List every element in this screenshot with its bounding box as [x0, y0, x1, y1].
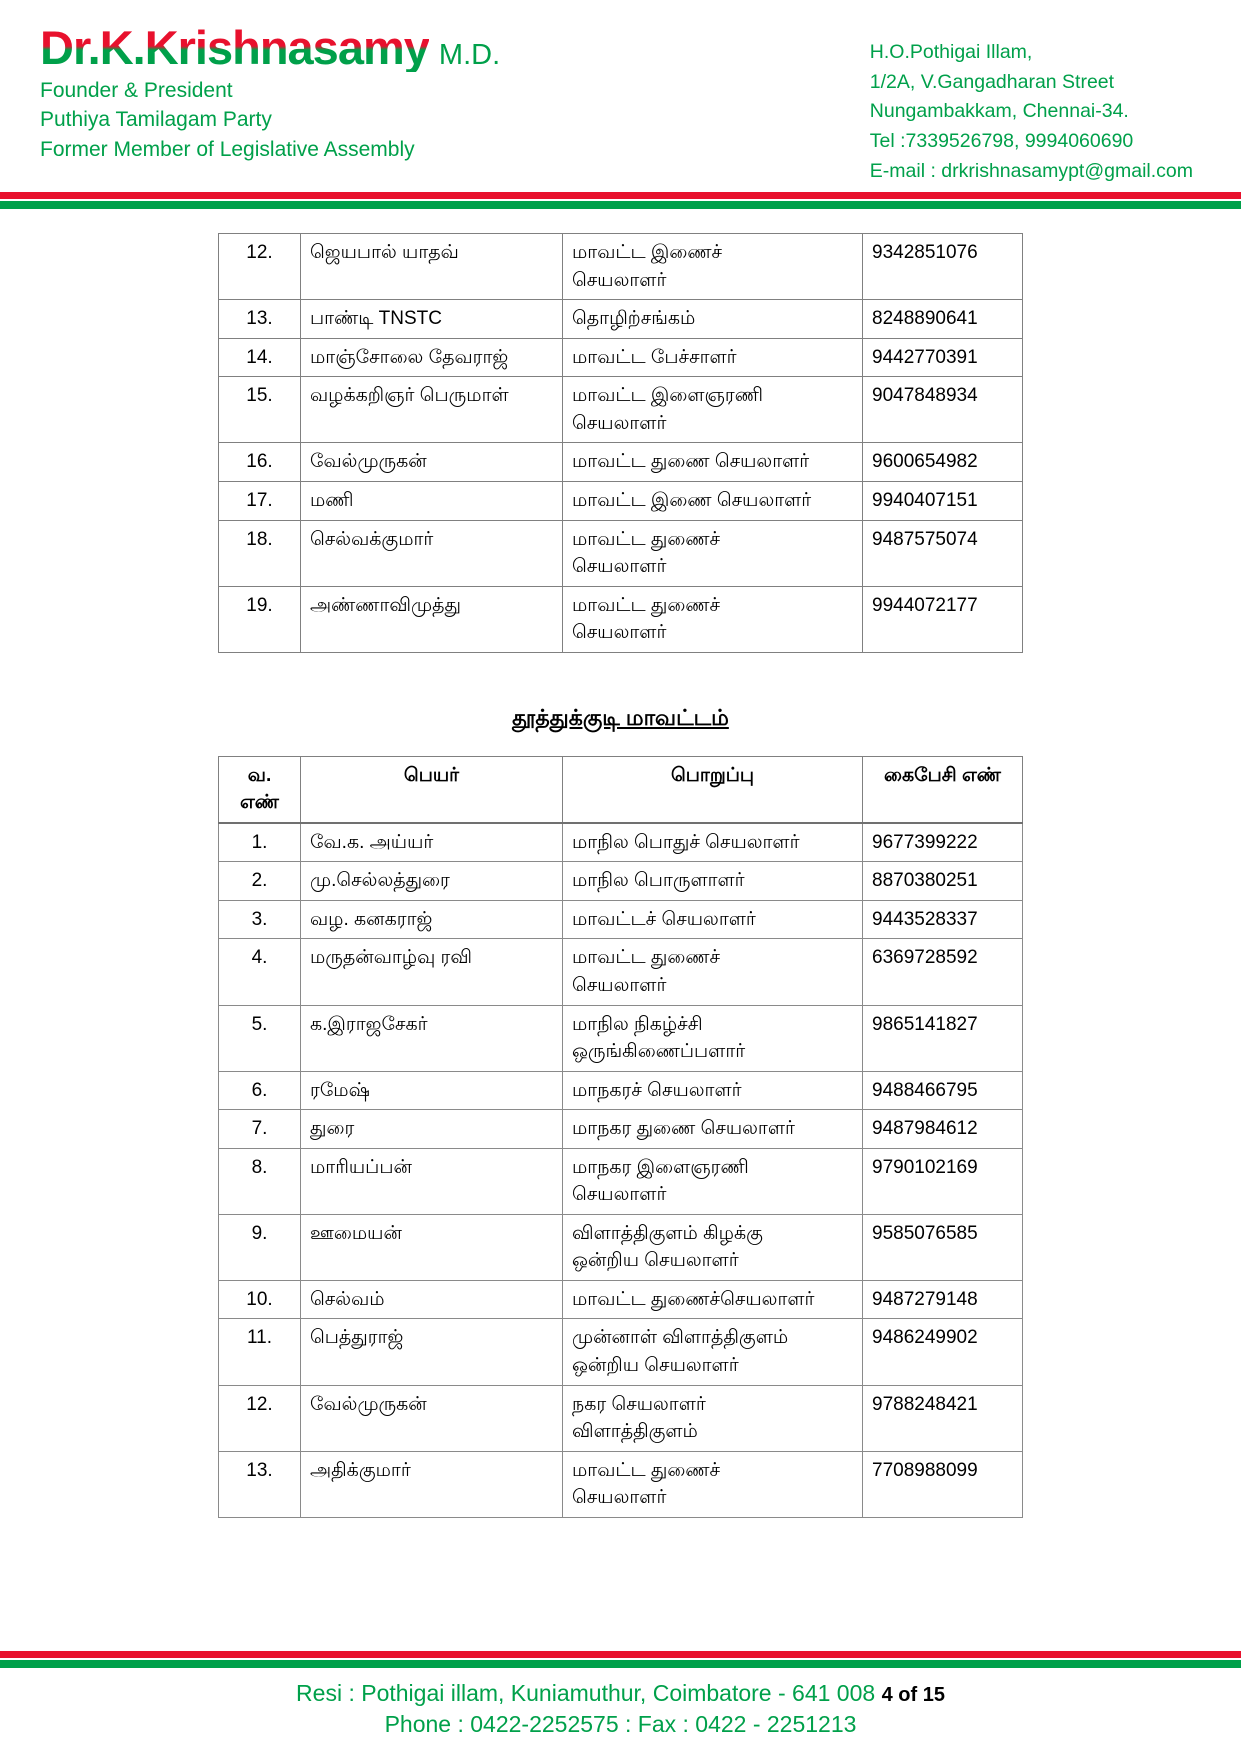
cell-phone: 9047848934 [863, 377, 1023, 443]
table-row [219, 1071, 1023, 1110]
table-row [219, 862, 1023, 901]
table-row [219, 1214, 1023, 1280]
cell-phone: 9940407151 [863, 481, 1023, 520]
cell-role-line: மாவட்ட துணைச் [572, 528, 721, 550]
cell-name: மருதன்வாழ்வு ரவி [301, 939, 563, 1005]
cell-name: வழக்கறிஞர் பெருமாள் [301, 377, 563, 443]
cell-role-line: செயலாளர் [572, 974, 667, 996]
cell-role [563, 300, 863, 339]
address-telephone: Tel :7339526798, 9994060690 [869, 129, 1134, 152]
cell-role [563, 443, 863, 482]
cell-serial: 8. [219, 1148, 301, 1214]
title-former-mla: Former Member of Legislative Assembly [40, 137, 415, 161]
directory-table-thoothukudi [218, 756, 1023, 1518]
cell-role-line: மாவட்ட பேச்சாளர் [572, 346, 737, 368]
cell-name: ரமேஷ் [301, 1071, 563, 1110]
cell-role-line: செயலாளர் [572, 556, 667, 578]
cell-serial: 9. [219, 1214, 301, 1280]
cell-serial: 15. [219, 377, 301, 443]
cell-phone: 9788248421 [863, 1385, 1023, 1451]
cell-phone: 9585076585 [863, 1214, 1023, 1280]
cell-role [563, 338, 863, 377]
cell-phone: 9486249902 [863, 1319, 1023, 1385]
cell-role-line: செயலாளர் [572, 412, 667, 434]
table-row [219, 939, 1023, 1005]
cell-serial: 17. [219, 481, 301, 520]
cell-name: வேல்முருகன் [301, 1385, 563, 1451]
cell-serial: 3. [219, 900, 301, 939]
cell-name: வழ. கனகராஜ் [301, 900, 563, 939]
table-row [219, 520, 1023, 586]
table-row [219, 586, 1023, 652]
cell-name: துரை [301, 1110, 563, 1149]
cell-role-line: மாநில நிகழ்ச்சி [572, 1013, 703, 1035]
cell-name: வே.க. அய்யர் [301, 823, 563, 862]
cell-role-line: மாவட்ட இணைச் [572, 242, 723, 264]
cell-role [563, 1110, 863, 1149]
cell-serial: 19. [219, 586, 301, 652]
table-row [219, 1005, 1023, 1071]
doctor-degree: M.D. [438, 39, 501, 71]
cell-phone: 9944072177 [863, 586, 1023, 652]
cell-phone: 8870380251 [863, 862, 1023, 901]
cell-serial: 11. [219, 1319, 301, 1385]
cell-name: மாரியப்பன் [301, 1148, 563, 1214]
cell-role-line: மாவட்ட துணைச்செயலாளர் [572, 1288, 815, 1310]
header-rule-red [0, 192, 1241, 199]
cell-role [563, 586, 863, 652]
table-row [219, 481, 1023, 520]
cell-serial: 7. [219, 1110, 301, 1149]
footer-phone-line: Phone : 0422-2252575 : Fax : 0422 - 2251213 [384, 1711, 857, 1738]
cell-role [563, 1280, 863, 1319]
cell-name: செல்வம் [301, 1280, 563, 1319]
cell-role-line: தொழிற்சங்கம் [572, 308, 696, 330]
address-email: E-mail : drkrishnasamypt@gmail.com [869, 159, 1193, 182]
cell-name: அண்ணாவிமுத்து [301, 586, 563, 652]
table-row [219, 1110, 1023, 1149]
cell-name: வேல்முருகன் [301, 443, 563, 482]
cell-name: அதிக்குமார் [301, 1451, 563, 1517]
cell-role [563, 1148, 863, 1214]
cell-serial: 12. [219, 234, 301, 300]
spacer-after-table-one [40, 653, 1201, 705]
letterhead-left [40, 21, 501, 164]
cell-phone: 9442770391 [863, 338, 1023, 377]
cell-role-line: செயலாளர் [572, 269, 667, 291]
cell-role-line: மாநில பொருளாளர் [572, 870, 745, 892]
cell-role-line: மாவட்ட துணை செயலாளர் [572, 451, 810, 473]
cell-name: மணி [301, 481, 563, 520]
cell-serial: 1. [219, 823, 301, 862]
cell-role [563, 1319, 863, 1385]
cell-serial: 13. [219, 1451, 301, 1517]
table-row [219, 300, 1023, 339]
cell-serial: 10. [219, 1280, 301, 1319]
cell-role-line: விளாத்திகுளம் கிழக்கு [572, 1222, 763, 1244]
cell-role [563, 481, 863, 520]
column-header-role: பொறுப்பு [563, 756, 863, 823]
cell-phone: 9600654982 [863, 443, 1023, 482]
doctor-name-line [40, 21, 501, 74]
table-row [219, 377, 1023, 443]
cell-role [563, 1005, 863, 1071]
cell-serial: 2. [219, 862, 301, 901]
cell-role [563, 234, 863, 300]
cell-name: மு.செல்லத்துரை [301, 862, 563, 901]
cell-serial: 13. [219, 300, 301, 339]
cell-phone: 9342851076 [863, 234, 1023, 300]
cell-phone: 9443528337 [863, 900, 1023, 939]
title-founder-president: Founder & President [40, 79, 233, 102]
cell-phone: 9865141827 [863, 1005, 1023, 1071]
cell-role-line: மாவட்ட துணைச் [572, 594, 721, 616]
cell-role-line: ஒன்றிய செயலாளர் [572, 1250, 739, 1272]
letterhead [0, 0, 1241, 186]
cell-phone: 7708988099 [863, 1451, 1023, 1517]
cell-role-line: மாவட்ட இளைஞரணி [572, 385, 764, 407]
cell-serial: 14. [219, 338, 301, 377]
cell-serial: 6. [219, 1071, 301, 1110]
cell-name: மாஞ்சோலை தேவராஜ் [301, 338, 563, 377]
title-party: Puthiya Tamilagam Party [40, 108, 272, 132]
table-row [219, 1280, 1023, 1319]
cell-phone: 8248890641 [863, 300, 1023, 339]
column-header-serial: வ. எண் [219, 756, 301, 823]
cell-role-line: மாவட்ட இணை செயலாளர் [572, 489, 812, 511]
cell-role [563, 1071, 863, 1110]
cell-role-line: விளாத்திகுளம் [572, 1421, 698, 1443]
table-row [219, 1319, 1023, 1385]
cell-role-line: மாநகர இளைஞரணி [572, 1156, 749, 1178]
cell-serial: 4. [219, 939, 301, 1005]
table-header-row [219, 756, 1023, 823]
cell-role-line: முன்னாள் விளாத்திகுளம் [572, 1327, 789, 1349]
letterhead-address [870, 24, 1201, 186]
cell-serial: 5. [219, 1005, 301, 1071]
cell-serial: 18. [219, 520, 301, 586]
cell-role [563, 862, 863, 901]
cell-name: க.இராஜசேகர் [301, 1005, 563, 1071]
footer-rule-red [0, 1651, 1241, 1658]
table-row [219, 1451, 1023, 1517]
doctor-name: Dr.K.Krishnasamy [40, 21, 429, 74]
cell-phone: 9487279148 [863, 1280, 1023, 1319]
cell-role [563, 1451, 863, 1517]
cell-phone: 9487984612 [863, 1110, 1023, 1149]
header-rule-green [0, 201, 1241, 209]
cell-phone: 6369728592 [863, 939, 1023, 1005]
cell-role-line: ஒருங்கிணைப்பளார் [572, 1041, 746, 1063]
cell-phone: 9677399222 [863, 823, 1023, 862]
cell-role [563, 900, 863, 939]
cell-role [563, 823, 863, 862]
table-row [219, 823, 1023, 862]
address-line-3: Nungambakkam, Chennai-34. [869, 100, 1129, 123]
cell-serial: 12. [219, 1385, 301, 1451]
cell-role [563, 939, 863, 1005]
table-row [219, 443, 1023, 482]
cell-phone: 9488466795 [863, 1071, 1023, 1110]
table-one-body [219, 234, 1023, 653]
table-two-head [219, 756, 1023, 823]
spacer-after-title [40, 734, 1201, 756]
section-title-district: தூத்துக்குடி மாவட்டம் [512, 704, 729, 730]
table-row [219, 338, 1023, 377]
cell-name: செல்வக்குமார் [301, 520, 563, 586]
table-row [219, 1385, 1023, 1451]
table-row [219, 900, 1023, 939]
directory-table-continued [218, 233, 1023, 653]
cell-role-line: செயலாளர் [572, 622, 667, 644]
page-content [0, 233, 1241, 1518]
cell-role-line: மாநகரச் செயலாளர் [572, 1079, 742, 1101]
address-line-1: H.O.Pothigai Illam, [869, 41, 1033, 63]
page-footer [0, 1651, 1241, 1755]
table-row [219, 234, 1023, 300]
cell-role-line: செயலாளர் [572, 1487, 667, 1509]
cell-role-line: மாநகர துணை செயலாளர் [572, 1118, 795, 1140]
column-header-phone: கைபேசி எண் [863, 756, 1023, 823]
cell-role-line: ஒன்றிய செயலாளர் [572, 1354, 739, 1376]
cell-phone: 9487575074 [863, 520, 1023, 586]
cell-phone: 9790102169 [863, 1148, 1023, 1214]
cell-role [563, 377, 863, 443]
footer-contact [0, 1668, 1241, 1755]
footer-residence-line [0, 1678, 1241, 1710]
column-header-name: பெயர் [301, 756, 563, 823]
cell-name: ஜெயபால் யாதவ் [301, 234, 563, 300]
cell-name: பெத்துராஜ் [301, 1319, 563, 1385]
page-number: 4 of 15 [881, 1683, 945, 1706]
address-line-2: 1/2A, V.Gangadharan Street [869, 70, 1115, 93]
cell-role [563, 1214, 863, 1280]
cell-role-line: மாவட்ட துணைச் [572, 1459, 721, 1481]
cell-role-line: மாவட்டச் செயலாளர் [572, 908, 756, 930]
cell-role-line: மாநில பொதுச் செயலாளர் [572, 831, 800, 853]
table-two-body [219, 823, 1023, 1517]
cell-role [563, 520, 863, 586]
table-row [219, 1148, 1023, 1214]
cell-name: பாண்டி TNSTC [301, 300, 563, 339]
footer-residence-text: Resi : Pothigai illam, Kuniamuthur, Coimbatore - 641 008 [296, 1679, 876, 1706]
cell-role [563, 1385, 863, 1451]
footer-tricolor-rule [0, 1651, 1241, 1668]
cell-role-line: நகர செயலாளர் [572, 1393, 706, 1415]
footer-rule-green [0, 1660, 1241, 1668]
cell-role-line: மாவட்ட துணைச் [572, 947, 721, 969]
cell-serial: 16. [219, 443, 301, 482]
cell-role-line: செயலாளர் [572, 1184, 667, 1206]
cell-name: ஊமையன் [301, 1214, 563, 1280]
header-tricolor-rule [0, 192, 1241, 209]
